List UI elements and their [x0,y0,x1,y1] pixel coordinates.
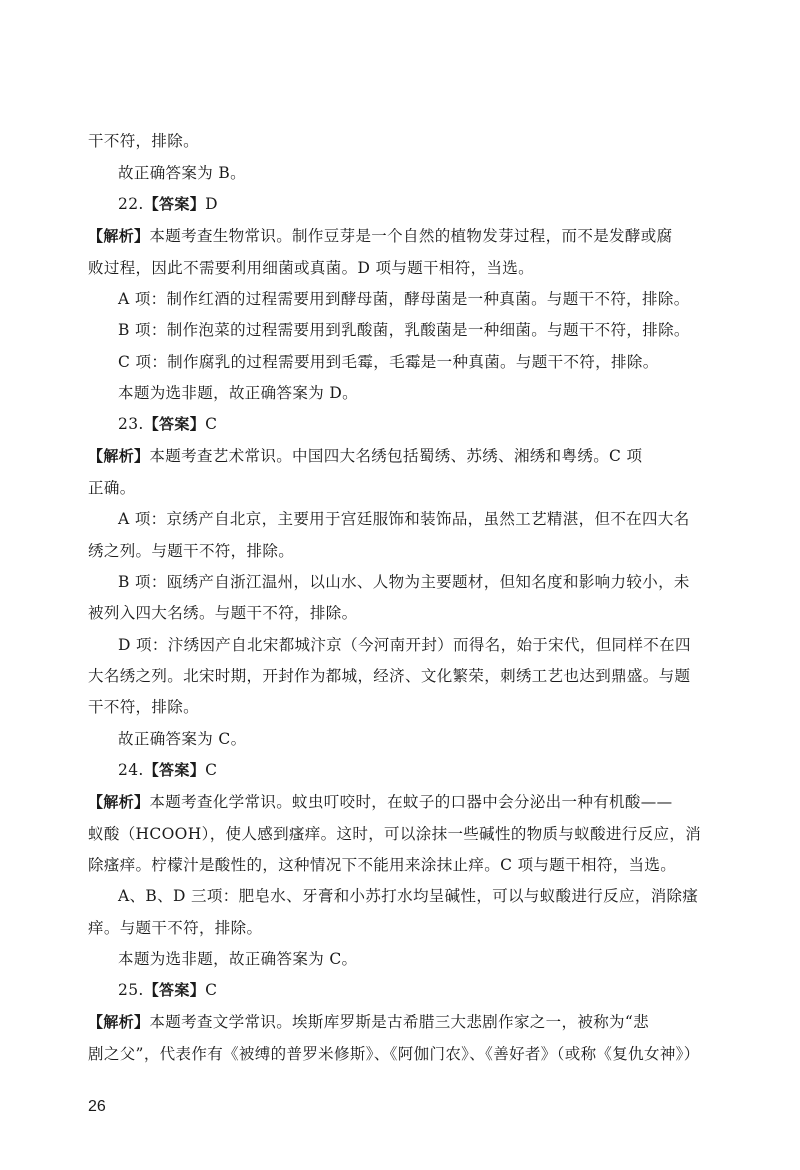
analysis-line: 【解析】本题考查文学常识。埃斯库罗斯是古希腊三大悲剧作家之一，被称为“悲 [88,1013,650,1031]
text-line: 被列入四大名绣。与题干不符，排除。 [88,604,358,622]
text-line: 痒。与题干不符，排除。 [88,919,263,937]
analysis-line: 【解析】本题考查艺术常识。中国四大名绣包括蜀绣、苏绣、湘绣和粤绣。C 项 [88,447,643,465]
text-line: 绣之列。与题干不符，排除。 [88,542,295,560]
text-line: 故正确答案为 B。 [118,164,246,182]
analysis-line: 【解析】本题考查化学常识。蚊虫叮咬时，在蚊子的口器中会分泌出一种有机酸—— [88,793,673,811]
text-line: 故正确答案为 C。 [118,730,247,748]
text-line: A 项：制作红酒的过程需要用到酵母菌，酵母菌是一种真菌。与题干不符，排除。 [118,290,690,308]
text-line: A、B、D 三项：肥皂水、牙膏和小苏打水均呈碱性，可以与蚁酸进行反应，消除瘙 [118,887,699,905]
text-line: B 项：瓯绣产自浙江温州，以山水、人物为主要题材，但知名度和影响力较小，未 [118,573,690,591]
text-line: 剧之父”，代表作有《被缚的普罗米修斯》、《阿伽门农》、《善好者》（或称《复仇女神》） [88,1045,700,1063]
text-line: 本题为选非题，故正确答案为 C。 [118,950,358,968]
analysis-line: 【解析】本题考查生物常识。制作豆芽是一个自然的植物发芽过程，而不是发酵或腐 [88,227,673,245]
text-line: 干不符，排除。 [88,698,199,716]
page-number: 26 [88,1098,106,1115]
text-line: 大名绣之列。北宋时期，开封作为都城，经济、文化繁荣，刺绣工艺也达到鼎盛。与题 [88,667,691,685]
answer-line-23: 23.【答案】C [118,415,218,433]
text-line: C 项：制作腐乳的过程需要用到毛霉，毛霉是一种真菌。与题干不符，排除。 [118,353,659,371]
text-line: 正确。 [88,479,136,497]
text-line: 干不符，排除。 [88,132,199,150]
answer-line-24: 24.【答案】C [118,761,218,779]
text-line: 本题为选非题，故正确答案为 D。 [118,384,358,402]
text-line: B 项：制作泡菜的过程需要用到乳酸菌，乳酸菌是一种细菌。与题干不符，排除。 [118,321,690,339]
text-line: D 项：汴绣因产自北宋都城汴京（今河南开封）而得名，始于宋代，但同样不在四 [118,636,691,654]
text-line: 败过程，因此不需要利用细菌或真菌。D 项与题干相符，当选。 [88,259,535,277]
answer-line-22: 22.【答案】D [118,195,218,213]
text-line: 除瘙痒。柠檬汁是酸性的，这种情况下不能用来涂抹止痒。C 项与题干相符，当选。 [88,856,677,874]
answer-line-25: 25.【答案】C [118,981,218,999]
text-line: 蚁酸（HCOOH），使人感到瘙痒。这时，可以涂抹一些碱性的物质与蚁酸进行反应，消 [88,825,702,843]
text-line: A 项：京绣产自北京，主要用于宫廷服饰和装饰品，虽然工艺精湛，但不在四大名 [118,510,690,528]
